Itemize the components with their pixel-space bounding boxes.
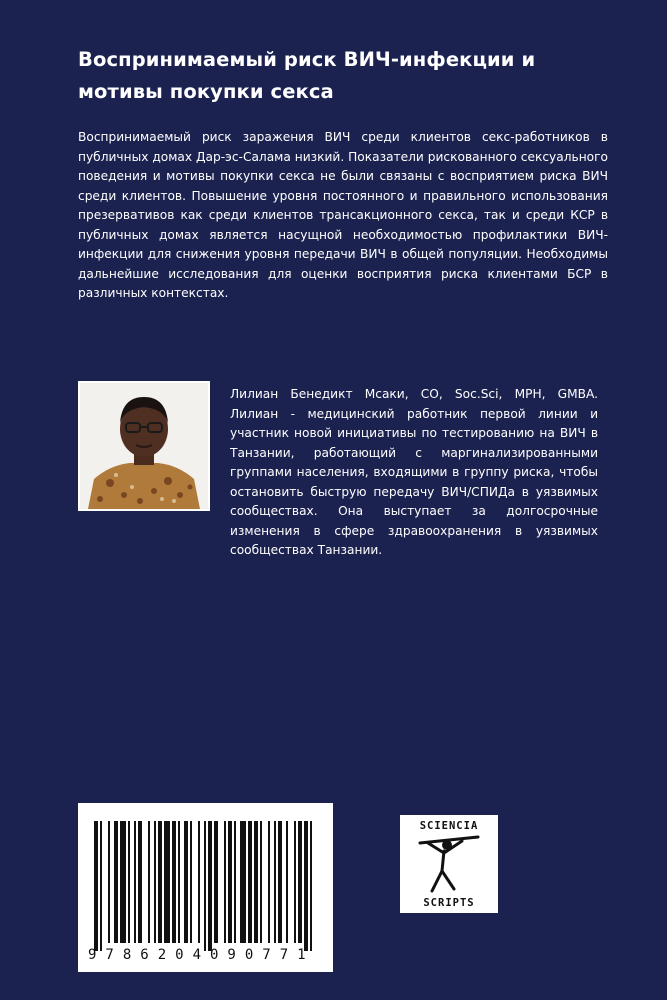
barcode-bar bbox=[164, 821, 170, 943]
barcode-bar bbox=[294, 821, 296, 943]
barcode-bar bbox=[248, 821, 252, 943]
barcode-bar bbox=[254, 821, 258, 943]
publisher-name-top: SCIENCIA bbox=[419, 820, 479, 832]
barcode-bar bbox=[234, 821, 236, 943]
barcode-bar bbox=[198, 821, 200, 943]
barcode-bar bbox=[178, 821, 180, 943]
barcode-bar bbox=[224, 821, 226, 943]
barcode-bar bbox=[228, 821, 232, 943]
barcode-bar bbox=[128, 821, 130, 943]
barcode-bar bbox=[100, 821, 102, 951]
book-synopsis: Воспринимаемый риск заражения ВИЧ среди клиентов секс-работников в публичных домах Дар-эс-Салама низкий. Показатели рискованного сексуального поведения и мотивы покупки секса не были связаны с восприятием риска ВИЧ среди клиентов. Повышение уровня постоянного и правильного использования презервативов как среди клиентов трансакционного секса, так и среди КСР в публичных домах является насущной необходимостью профилактики ВИЧ-инфекции для снижения уровня передачи ВИЧ в общей популяции. Необходимы дальнейшие исследования для оценки восприятия риска клиентами БСР в различных контекстах. bbox=[78, 130, 608, 300]
barcode-bar bbox=[268, 821, 270, 943]
barcode-bar bbox=[184, 821, 188, 943]
publisher-name-bottom: SCRIPTS bbox=[423, 897, 475, 909]
isbn-barcode bbox=[78, 803, 333, 972]
scientist-figure-icon bbox=[414, 835, 484, 895]
barcode-bar bbox=[278, 821, 282, 943]
barcode-bar bbox=[304, 821, 308, 951]
barcode-bar bbox=[190, 821, 192, 943]
author-bio: Лилиан Бенедикт Мсаки, CO, Soc.Sci, MPH, GMBA. Лилиан - медицинский работник первой линии и участник новой инициативы по тестированию на ВИЧ в Танзании, работающий с маргинализированными группами населения, входящими в группу риска, чтобы остановить быструю передачу ВИЧ/СПИДа в уязвимых сообществах. Она выступает за долгосрочные изменения в сфере здравоохранения в уязвимых сообществах Танзании. bbox=[230, 387, 598, 557]
barcode-bar bbox=[154, 821, 156, 943]
barcode-bar bbox=[172, 821, 176, 943]
barcode-bar bbox=[286, 821, 288, 943]
barcode-bar bbox=[214, 821, 218, 943]
barcode-bar bbox=[310, 821, 312, 951]
isbn-digits: 9786204090771 bbox=[88, 947, 315, 963]
barcode-bar bbox=[274, 821, 276, 943]
barcode-bar bbox=[298, 821, 302, 943]
barcode-bar bbox=[204, 821, 206, 951]
barcode-bar bbox=[138, 821, 142, 943]
barcode-bar bbox=[94, 821, 98, 951]
author-photo bbox=[78, 381, 210, 511]
book-title: Воспринимаемый риск ВИЧ-инфекции и мотивы покупки секса bbox=[78, 48, 536, 103]
publisher-logo bbox=[400, 815, 498, 913]
barcode-bar bbox=[148, 821, 150, 943]
barcode-bar bbox=[108, 821, 110, 943]
barcode-bar bbox=[208, 821, 212, 951]
barcode-bar bbox=[120, 821, 126, 943]
barcode-bar bbox=[114, 821, 118, 943]
barcode-bar bbox=[260, 821, 262, 943]
barcode-bar bbox=[134, 821, 136, 943]
barcode-bar bbox=[240, 821, 246, 943]
barcode-bar bbox=[158, 821, 162, 943]
barcode-bars bbox=[94, 821, 316, 951]
